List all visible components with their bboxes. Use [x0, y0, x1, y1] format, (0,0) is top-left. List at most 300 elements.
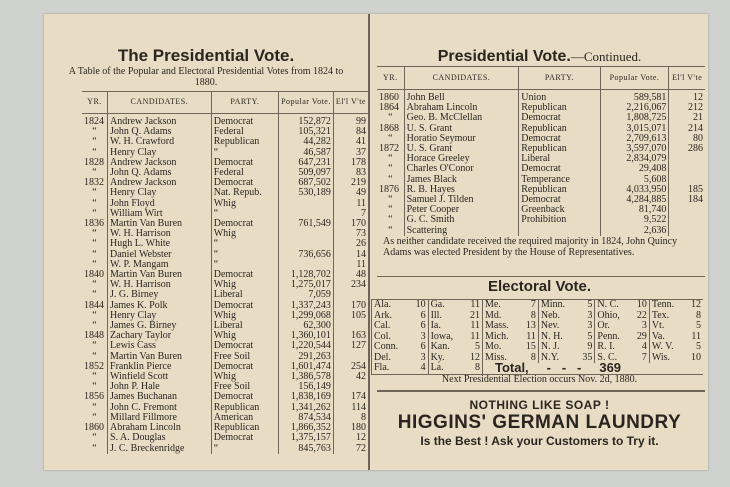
- table-row: [82, 290, 368, 300]
- year-cell: “: [92, 280, 97, 291]
- candidate-cell: Millard Fillmore: [108, 413, 212, 423]
- popular-vote-cell: 4,033,950: [600, 185, 669, 195]
- year-cell: 1852: [84, 361, 104, 372]
- table-row: [82, 372, 368, 382]
- popular-vote-cell: 5,608: [600, 175, 669, 185]
- candidate-cell: John Floyd: [108, 199, 212, 209]
- candidate-cell: John Q. Adams: [108, 168, 212, 178]
- column-divider: [368, 14, 370, 470]
- state-votes-cell: 22: [636, 309, 647, 321]
- table-row: [82, 188, 368, 198]
- table-row: [82, 352, 368, 362]
- candidate-cell: John Q. Adams: [108, 127, 212, 137]
- electoral-vote-cell: 170: [333, 219, 368, 229]
- table-row: [377, 103, 705, 113]
- table-row: [82, 382, 368, 392]
- state-votes-cell: 29: [636, 330, 647, 342]
- table-row: [82, 321, 368, 331]
- state-votes-cell: 8: [474, 362, 480, 373]
- year-cell: 1864: [379, 103, 399, 114]
- candidate-cell: J. C. Breckenridge: [108, 444, 212, 454]
- candidate-cell: Samuel J. Tilden: [404, 195, 519, 205]
- candidate-cell: John Bell: [404, 90, 519, 104]
- party-cell: Republican: [519, 124, 600, 134]
- year-cell: “: [92, 372, 97, 383]
- electoral-vote-cell: 12: [333, 433, 368, 443]
- popular-vote-cell: 7,059: [279, 290, 334, 300]
- electoral-vote-cell: 286: [669, 144, 705, 154]
- state-cell: N. J.: [538, 342, 576, 353]
- candidate-cell: Andrew Jackson: [108, 178, 212, 188]
- table-row: [82, 403, 368, 413]
- party-cell: Republican: [211, 423, 278, 433]
- table-row: [82, 433, 368, 443]
- party-cell: Democrat: [211, 341, 278, 351]
- electoral-row: [372, 342, 704, 353]
- popular-vote-cell: 1,220,544: [279, 341, 334, 351]
- state-cell: Cal.: [372, 321, 410, 332]
- candidate-cell: Abraham Lincoln: [108, 423, 212, 433]
- party-cell: Democrat: [211, 433, 278, 443]
- year-cell: “: [92, 249, 97, 260]
- state-votes-cell: 3: [641, 320, 647, 331]
- party-cell: American: [211, 413, 278, 423]
- electoral-vote-cell: 212: [669, 103, 705, 113]
- popular-vote-cell: 2,216,067: [600, 103, 669, 113]
- electoral-row: [372, 321, 704, 332]
- candidate-cell: James K. Polk: [108, 301, 212, 311]
- table-row: [82, 114, 368, 128]
- year-cell: 1832: [84, 178, 104, 189]
- state-cell: Minn.: [538, 300, 576, 311]
- state-cell: Me.: [482, 300, 519, 311]
- state-cell: S. C.: [595, 353, 630, 364]
- popular-vote-cell: [279, 229, 334, 239]
- state-cell: Ky.: [428, 353, 463, 364]
- candidate-cell: Franklin Pierce: [108, 362, 212, 372]
- year-cell: 1860: [379, 92, 399, 103]
- popular-vote-cell: 9,522: [600, 215, 669, 225]
- electoral-vote-cell: 26: [333, 239, 368, 249]
- year-cell: “: [92, 198, 97, 209]
- state-cell: Mich.: [482, 332, 519, 343]
- year-cell: “: [92, 239, 97, 250]
- candidate-cell: James Black: [404, 175, 519, 185]
- state-cell: R. I.: [595, 342, 630, 353]
- state-cell: Md.: [482, 311, 519, 322]
- electoral-vote-cell: 84: [333, 127, 368, 137]
- candidate-cell: Winfield Scott: [108, 372, 212, 382]
- right-title: Presidential Vote.—Continued.: [437, 48, 642, 65]
- electoral-vote-cell: 11: [333, 199, 368, 209]
- party-cell: “: [211, 260, 278, 270]
- state-votes-cell: 6: [420, 309, 426, 321]
- state-cell: Ga.: [428, 300, 463, 311]
- table-row: [377, 195, 705, 205]
- table-row: [82, 392, 368, 402]
- year-cell: “: [388, 113, 393, 124]
- year-cell: “: [388, 154, 393, 165]
- candidate-cell: R. B. Hayes: [404, 185, 519, 195]
- year-cell: 1860: [84, 423, 104, 434]
- ad-brand: HIGGINS' GERMAN LAUNDRY: [397, 412, 682, 433]
- popular-vote-cell: 509,097: [279, 168, 334, 178]
- electoral-vote-cell: 185: [669, 185, 705, 195]
- party-cell: “: [211, 239, 278, 249]
- year-cell: “: [92, 290, 97, 301]
- candidate-cell: G. C. Smith: [404, 215, 519, 225]
- electoral-vote-cell: [669, 175, 705, 185]
- table-row: [377, 144, 705, 154]
- popular-vote-cell: 1,838,169: [279, 392, 334, 402]
- party-cell: Democrat: [519, 113, 600, 123]
- table-row: [82, 148, 368, 158]
- party-cell: Free Soil: [211, 352, 278, 362]
- electoral-vote-cell: [669, 205, 705, 215]
- candidate-cell: Martin Van Buren: [108, 219, 212, 229]
- right-header-4: El'l V'te: [669, 67, 705, 90]
- candidate-cell: Horace Greeley: [404, 154, 519, 164]
- year-cell: “: [388, 205, 393, 216]
- electoral-vote-cell: 163: [333, 331, 368, 341]
- party-cell: Democrat: [211, 270, 278, 280]
- electoral-vote-cell: [669, 226, 705, 236]
- candidate-cell: Abraham Lincoln: [404, 103, 519, 113]
- candidate-cell: U. S. Grant: [404, 144, 519, 154]
- electoral-vote-cell: 42: [333, 372, 368, 382]
- candidate-cell: James Buchanan: [108, 392, 212, 402]
- candidate-cell: Henry Clay: [108, 188, 212, 198]
- year-cell: 1844: [84, 300, 104, 311]
- election-card: [44, 14, 708, 470]
- left-header-0: YR.: [82, 91, 108, 114]
- candidate-cell: Scattering: [404, 226, 519, 236]
- electoral-vote-cell: 80: [669, 134, 705, 144]
- electoral-vote-cell: [333, 321, 368, 331]
- note-1824: As neither candidate received the required majority in 1824, John Quincy Adams was elected President by the House of Representatives.: [383, 236, 678, 258]
- state-cell: Ark.: [372, 311, 410, 322]
- party-cell: Democrat: [211, 158, 278, 168]
- left-header-1: CANDIDATES.: [108, 91, 212, 114]
- state-cell: N. C.: [595, 300, 630, 311]
- state-votes-cell: 12: [469, 351, 480, 363]
- popular-vote-cell: 156,149: [279, 382, 334, 392]
- electoral-vote-cell: 12: [669, 90, 705, 104]
- table-row: [377, 113, 705, 123]
- state-cell: Del.: [372, 353, 410, 364]
- year-cell: 1848: [84, 331, 104, 342]
- next-election: Next Presidential Election occurs Nov. 2d, 1880.: [441, 374, 638, 385]
- popular-vote-cell: 2,834,079: [600, 154, 669, 164]
- electoral-vote-cell: 11: [333, 260, 368, 270]
- party-cell: Whig: [211, 331, 278, 341]
- table-row: [82, 168, 368, 178]
- state-votes-cell: 7: [530, 299, 536, 310]
- year-cell: “: [92, 229, 97, 240]
- year-cell: “: [92, 443, 97, 454]
- popular-vote-cell: 3,597,070: [600, 144, 669, 154]
- state-votes-cell: 11: [470, 320, 480, 331]
- party-cell: Federal: [211, 168, 278, 178]
- state-cell: N.Y.: [538, 353, 576, 364]
- electoral-vote-cell: 37: [333, 148, 368, 158]
- table-row: [377, 124, 705, 134]
- popular-vote-cell: 1,275,017: [279, 280, 334, 290]
- left-header-4: El'l V'te: [333, 91, 368, 114]
- year-cell: 1876: [379, 184, 399, 195]
- popular-vote-cell: 1,866,352: [279, 423, 334, 433]
- party-cell: Temperance: [519, 175, 600, 185]
- table-row: [82, 362, 368, 372]
- state-votes-cell: 5: [696, 320, 701, 331]
- year-cell: “: [92, 310, 97, 321]
- state-cell: N. H.: [538, 332, 576, 343]
- electoral-vote-cell: 99: [333, 114, 368, 128]
- popular-vote-cell: 4,284,885: [600, 195, 669, 205]
- state-cell: Ala.: [372, 300, 410, 311]
- party-cell: [519, 226, 600, 236]
- candidate-cell: W. H. Crawford: [108, 137, 212, 147]
- popular-vote-cell: 761,549: [279, 219, 334, 229]
- left-vote-table: [82, 91, 368, 454]
- candidate-cell: William Wirt: [108, 209, 212, 219]
- party-cell: Democrat: [211, 178, 278, 188]
- year-cell: “: [388, 195, 393, 206]
- left-header-3: Popular Vote.: [279, 91, 334, 114]
- state-votes-cell: 8: [530, 309, 536, 321]
- table-row: [377, 226, 705, 236]
- left-header-2: PARTY.: [211, 91, 278, 114]
- electoral-vote-cell: [333, 382, 368, 392]
- electoral-vote-cell: [333, 352, 368, 362]
- state-votes-cell: 13: [525, 320, 536, 331]
- popular-vote-cell: 62,300: [279, 321, 334, 331]
- electoral-vote-cell: 8: [333, 413, 368, 423]
- popular-vote-cell: 1,337,243: [279, 301, 334, 311]
- party-cell: Democrat: [211, 301, 278, 311]
- table-row: [82, 311, 368, 321]
- party-cell: Free Soil: [211, 382, 278, 392]
- party-cell: Republican: [211, 403, 278, 413]
- electoral-vote-cell: 105: [333, 311, 368, 321]
- electoral-vote-cell: 170: [333, 301, 368, 311]
- popular-vote-cell: 1,299,068: [279, 311, 334, 321]
- popular-vote-cell: 687,502: [279, 178, 334, 188]
- state-votes-cell: 5: [474, 341, 480, 352]
- table-row: [82, 137, 368, 147]
- state-cell: Tenn.: [649, 300, 684, 311]
- popular-vote-cell: 1,128,702: [279, 270, 334, 280]
- year-cell: “: [388, 133, 393, 144]
- state-votes-cell: 4: [641, 341, 647, 352]
- popular-vote-cell: 1,341,262: [279, 403, 334, 413]
- state-cell: Mass.: [482, 321, 519, 332]
- table-row: [82, 239, 368, 249]
- electoral-vote-cell: 49: [333, 188, 368, 198]
- state-cell: Conn.: [372, 342, 410, 353]
- popular-vote-cell: 1,375,157: [279, 433, 334, 443]
- electoral-vote-cell: 174: [333, 392, 368, 402]
- state-cell: Col.: [372, 332, 410, 343]
- electoral-vote-cell: [333, 290, 368, 300]
- candidate-cell: Andrew Jackson: [108, 114, 212, 128]
- candidate-cell: Daniel Webster: [108, 250, 212, 260]
- total-value: 369: [599, 360, 622, 375]
- year-cell: “: [92, 127, 97, 138]
- state-votes-cell: 9: [587, 341, 593, 352]
- state-votes-cell: 4: [420, 362, 426, 373]
- state-votes-cell: 3: [420, 351, 426, 363]
- state-votes-cell: 8: [530, 351, 536, 363]
- state-cell: La.: [428, 363, 463, 374]
- state-cell: Fla.: [372, 363, 410, 374]
- electoral-vote-cell: 7: [333, 209, 368, 219]
- candidate-cell: Geo. B. McClellan: [404, 113, 519, 123]
- state-cell: Va.: [649, 332, 684, 343]
- candidate-cell: Peter Cooper: [404, 205, 519, 215]
- table-row: [82, 158, 368, 168]
- candidate-cell: W. P. Mangam: [108, 260, 212, 270]
- table-row: [82, 331, 368, 341]
- state-cell: Ohio,: [595, 311, 630, 322]
- party-cell: Nat. Repub.: [211, 188, 278, 198]
- electoral-title: Electoral Vote.: [487, 278, 592, 295]
- popular-vote-cell: [279, 199, 334, 209]
- electoral-vote-cell: [669, 164, 705, 174]
- party-cell: Liberal: [211, 290, 278, 300]
- state-votes-cell: 3: [587, 320, 593, 331]
- popular-vote-cell: 1,360,101: [279, 331, 334, 341]
- table-row: [377, 164, 705, 174]
- candidate-cell: Hugh L. White: [108, 239, 212, 249]
- candidate-cell: Lewis Cass: [108, 341, 212, 351]
- candidate-cell: Zachary Taylor: [108, 331, 212, 341]
- table-row: [82, 199, 368, 209]
- state-votes-cell: 5: [587, 299, 593, 310]
- party-cell: Liberal: [211, 321, 278, 331]
- party-cell: Liberal: [519, 154, 600, 164]
- table-row: [82, 423, 368, 433]
- right-header-0: YR.: [377, 67, 404, 90]
- party-cell: Democrat: [211, 362, 278, 372]
- state-votes-cell: 11: [526, 330, 536, 342]
- year-cell: “: [388, 225, 393, 236]
- table-row: [82, 209, 368, 219]
- total-row: [482, 360, 703, 375]
- candidate-cell: John P. Hale: [108, 382, 212, 392]
- table-row: [82, 250, 368, 260]
- year-cell: “: [92, 382, 97, 393]
- electoral-vote-cell: 184: [669, 195, 705, 205]
- popular-vote-cell: 44,282: [279, 137, 334, 147]
- state-votes-cell: 11: [691, 330, 701, 342]
- party-cell: “: [211, 444, 278, 454]
- state-votes-cell: 6: [420, 341, 426, 352]
- electoral-vote-cell: 73: [333, 229, 368, 239]
- state-votes-cell: 5: [587, 330, 593, 342]
- electoral-vote-cell: 48: [333, 270, 368, 280]
- party-cell: Republican: [519, 103, 600, 113]
- party-cell: Whig: [211, 229, 278, 239]
- state-cell: Mo.: [482, 342, 519, 353]
- table-row: [82, 341, 368, 351]
- candidate-cell: Henry Clay: [108, 311, 212, 321]
- table-row: [377, 185, 705, 195]
- state-cell: Tex.: [649, 311, 684, 322]
- state-votes-cell: 11: [470, 299, 480, 310]
- state-votes-cell: 11: [470, 330, 480, 342]
- table-row: [377, 154, 705, 164]
- year-cell: “: [92, 259, 97, 270]
- state-votes-cell: 10: [415, 299, 426, 310]
- party-cell: Whig: [211, 372, 278, 382]
- state-votes-cell: 10: [636, 299, 647, 310]
- party-cell: Whig: [211, 311, 278, 321]
- popular-vote-cell: 1,808,725: [600, 113, 669, 123]
- popular-vote-cell: 647,231: [279, 158, 334, 168]
- state-cell: Ill.: [428, 311, 463, 322]
- party-cell: Union: [519, 90, 600, 104]
- electoral-vote-cell: 21: [669, 113, 705, 123]
- year-cell: 1868: [379, 123, 399, 134]
- electoral-vote-cell: 178: [333, 158, 368, 168]
- electoral-vote-cell: [669, 154, 705, 164]
- year-cell: 1836: [84, 219, 104, 230]
- party-cell: Democrat: [211, 392, 278, 402]
- table-row: [82, 127, 368, 137]
- electoral-vote-cell: 41: [333, 137, 368, 147]
- state-votes-cell: 12: [691, 299, 701, 310]
- party-cell: “: [211, 209, 278, 219]
- year-cell: 1872: [379, 144, 399, 155]
- popular-vote-cell: 1,386,578: [279, 372, 334, 382]
- candidate-cell: Andrew Jackson: [108, 158, 212, 168]
- candidate-cell: S. A. Douglas: [108, 433, 212, 443]
- table-row: [377, 175, 705, 185]
- year-cell: “: [92, 137, 97, 148]
- state-votes-cell: 3: [587, 309, 593, 321]
- year-cell: 1828: [84, 157, 104, 168]
- right-vote-table: [377, 66, 705, 236]
- state-votes-cell: 10: [691, 351, 701, 363]
- popular-vote-cell: 530,189: [279, 188, 334, 198]
- popular-vote-cell: 845,763: [279, 444, 334, 454]
- electoral-vote-cell: [669, 215, 705, 225]
- candidate-cell: John C. Fremont: [108, 403, 212, 413]
- year-cell: “: [92, 412, 97, 423]
- party-cell: Whig: [211, 280, 278, 290]
- table-row: [82, 219, 368, 229]
- electoral-vote-cell: 214: [669, 124, 705, 134]
- candidate-cell: W. H. Harrison: [108, 229, 212, 239]
- table-row: [377, 215, 705, 225]
- candidate-cell: Henry Clay: [108, 148, 212, 158]
- year-cell: “: [92, 402, 97, 413]
- party-cell: Democrat: [211, 219, 278, 229]
- year-cell: “: [92, 321, 97, 332]
- left-title: The Presidential Vote.: [117, 46, 295, 65]
- state-cell: W. V.: [649, 342, 684, 353]
- left-column: [44, 14, 368, 454]
- table-row: [82, 270, 368, 280]
- state-cell: Vt.: [649, 321, 684, 332]
- state-cell: Penn.: [595, 332, 630, 343]
- state-cell: Iowa,: [428, 332, 463, 343]
- table-row: [377, 90, 705, 104]
- popular-vote-cell: 2,709,613: [600, 134, 669, 144]
- party-cell: Republican: [519, 144, 600, 154]
- year-cell: “: [388, 174, 393, 185]
